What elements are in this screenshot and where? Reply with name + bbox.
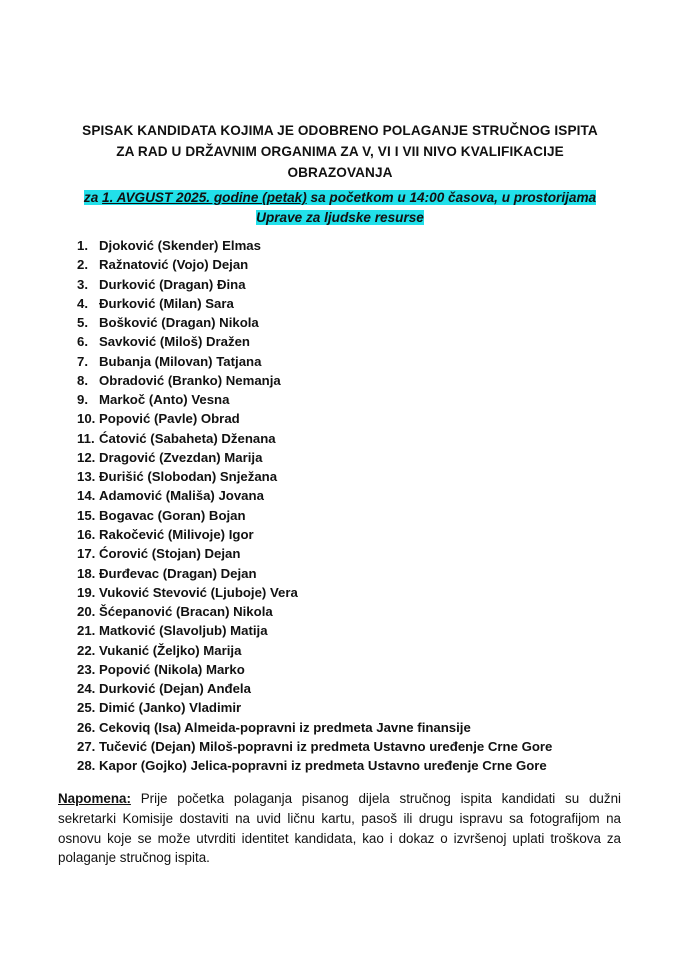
candidate-item — [77, 352, 657, 371]
candidate-number: 18. — [77, 565, 96, 581]
candidate-name: Adamović (Mališa) Jovana — [99, 488, 264, 504]
candidate-item — [77, 275, 657, 294]
candidate-item — [77, 448, 657, 467]
candidate-name: Markoč (Anto) Vesna — [99, 392, 230, 408]
candidate-name: Đurđevac (Dragan) Dejan — [99, 565, 257, 581]
subtitle-line-1 — [84, 190, 596, 205]
candidate-number: 27. — [77, 738, 96, 754]
candidate-name: Popović (Nikola) Marko — [99, 661, 245, 677]
candidate-name: Dragović (Zvezdan) Marija — [99, 449, 263, 465]
candidate-number: 6. — [77, 334, 88, 350]
candidate-item — [77, 506, 657, 525]
candidate-number: 12. — [77, 449, 96, 465]
title-line-1: SPISAK KANDIDATA KOJIMA JE ODOBRENO POLAGANJE STRUČNOG ISPITA — [82, 123, 598, 138]
candidate-name: Bubanja (Milovan) Tatjana — [99, 353, 262, 369]
candidate-name: Vukanić (Željko) Marija — [99, 642, 242, 658]
candidate-item — [77, 583, 657, 602]
candidate-item — [77, 718, 657, 737]
candidate-number: 13. — [77, 469, 96, 485]
candidate-item — [77, 602, 657, 621]
candidate-item — [77, 409, 657, 428]
candidate-number: 26. — [77, 719, 96, 735]
subtitle-prefix: za — [83, 190, 103, 205]
subtitle-line-2: Uprave za ljudske resurse — [256, 209, 424, 225]
title-line-3: OBRAZOVANJA — [287, 165, 393, 180]
candidate-name: Vuković Stevović (Ljuboje) Vera — [99, 584, 298, 600]
candidate-name: Dimić (Janko) Vladimir — [99, 700, 242, 716]
candidate-name: Durković (Dejan) Anđela — [99, 681, 251, 697]
candidate-item — [77, 486, 657, 505]
candidate-number: 23. — [77, 661, 96, 677]
candidate-number: 8. — [77, 372, 88, 388]
candidate-item — [77, 313, 657, 332]
exam-date-location — [30, 188, 650, 227]
candidate-item — [77, 429, 657, 448]
candidate-list — [77, 236, 657, 775]
candidate-name: Bošković (Dragan) Nikola — [99, 315, 259, 331]
candidate-item — [77, 698, 657, 717]
candidate-number: 28. — [77, 758, 96, 774]
candidate-item — [77, 660, 657, 679]
candidate-number: 1. — [77, 238, 88, 253]
candidate-name: Djoković (Skender) Elmas — [99, 238, 261, 253]
candidate-item — [77, 371, 657, 390]
candidate-number: 7. — [77, 353, 88, 369]
candidate-name: Matković (Slavoljub) Matija — [99, 623, 268, 639]
candidate-number: 10. — [77, 411, 96, 427]
candidate-number: 11. — [77, 430, 95, 446]
candidate-name: Tučević (Dejan) Miloš-popravni iz predmeta Ustavno uređenje Crne Gore — [99, 738, 553, 754]
candidate-item — [77, 390, 657, 409]
candidate-item — [77, 544, 657, 563]
candidate-name: Šćepanović (Bracan) Nikola — [99, 604, 273, 620]
candidate-number: 14. — [77, 488, 96, 504]
candidate-name: Ćorović (Stojan) Dejan — [99, 546, 241, 562]
candidate-number: 3. — [77, 276, 88, 292]
candidate-number: 22. — [77, 642, 96, 658]
candidate-name: Bogavac (Goran) Bojan — [99, 507, 246, 523]
candidate-item — [77, 756, 657, 775]
candidate-number: 20. — [77, 604, 96, 620]
candidate-number: 2. — [77, 257, 88, 273]
candidate-item — [77, 255, 657, 274]
candidate-number: 16. — [77, 526, 96, 542]
candidate-item — [77, 236, 657, 255]
candidate-number: 4. — [77, 295, 88, 311]
candidate-name: Rakočević (Milivoje) Igor — [99, 526, 254, 542]
candidate-name: Đurišić (Slobodan) Snježana — [99, 469, 278, 485]
candidate-number: 15. — [77, 507, 96, 523]
candidate-name: Durković (Dragan) Đina — [99, 276, 246, 292]
candidate-number: 9. — [77, 392, 88, 408]
candidate-number: 21. — [77, 623, 96, 639]
candidate-item — [77, 332, 657, 351]
candidate-number: 17. — [77, 546, 96, 562]
document-title — [40, 120, 640, 183]
title-line-2: ZA RAD U DRŽAVNIM ORGANIMA ZA V, VI I VII NIVO KVALIFIKACIJE — [116, 144, 564, 159]
note-text: Prije početka polaganja pisanog dijela stručnog ispita kandidati su dužni sekretarki Komisije dostaviti na uvid ličnu kartu, pasoš ili drugu ispravu sa fotografijom na osnovu koje se može utvrditi identitet kandidata, kao i dokaz o izvršenoj uplati troškova za polaganje stručnog ispita. — [58, 791, 621, 866]
exam-date: 1. AVGUST 2025. godine (petak) — [102, 190, 307, 205]
candidate-item — [77, 467, 657, 486]
candidate-name: Popović (Pavle) Obrad — [99, 411, 240, 427]
note-paragraph — [58, 789, 621, 868]
candidate-name: Kapor (Gojko) Jelica-popravni iz predmeta Ustavno uređenje Crne Gore — [99, 758, 547, 774]
candidate-name: Obradović (Branko) Nemanja — [99, 372, 281, 388]
candidate-name: Savković (Miloš) Dražen — [99, 334, 250, 350]
candidate-number: 5. — [77, 315, 88, 331]
candidate-name: Ražnatović (Vojo) Dejan — [99, 257, 249, 273]
candidate-item — [77, 564, 657, 583]
candidate-name: Ćatović (Sabaheta) Dženana — [99, 430, 276, 446]
candidate-item — [77, 294, 657, 313]
subtitle-rest: sa početkom u 14:00 časova, u prostorijama — [306, 190, 597, 205]
candidate-item — [77, 621, 657, 640]
candidate-name: Cekoviq (Isa) Almeida-popravni iz predmeta Javne finansije — [99, 719, 471, 735]
candidate-item — [77, 737, 657, 756]
candidate-number: 25. — [77, 700, 96, 716]
candidate-number: 24. — [77, 681, 96, 697]
candidate-name: Đurković (Milan) Sara — [99, 295, 234, 311]
candidate-item — [77, 525, 657, 544]
candidate-item — [77, 679, 657, 698]
candidate-item — [77, 641, 657, 660]
note-label: Napomena: — [58, 791, 131, 806]
candidate-number: 19. — [77, 584, 96, 600]
